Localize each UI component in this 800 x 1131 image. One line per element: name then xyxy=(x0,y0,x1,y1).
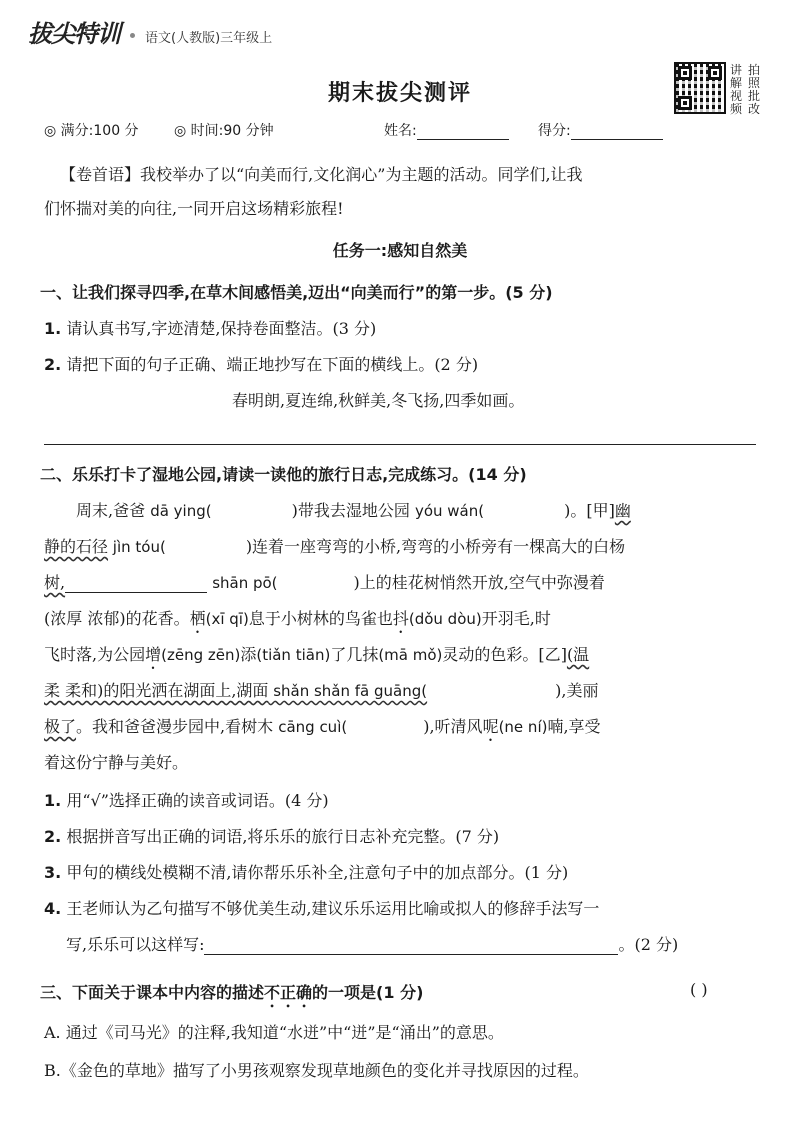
q2-item-3: 3. 甲句的横线处模糊不清,请你帮乐乐补全,注意句子中的加点部分。(1 分) xyxy=(44,863,569,882)
full-score: ◎ 满分:100 分 xyxy=(44,123,139,139)
q2-item-2: 2. 根据拼音写出正确的词语,将乐乐的旅行日志补充完整。(7 分) xyxy=(44,827,500,846)
brand-logo: 拔尖特训 xyxy=(28,20,120,48)
q2-passage-line-3: 树, shān pō( )上的桂花树悄然开放,空气中弥漫着 xyxy=(44,573,605,592)
task1-title: 任务一:感知自然美 xyxy=(332,241,468,260)
q3-heading: 三、下面关于课本中内容的描述不正确的一项是(1 分) xyxy=(40,983,424,1002)
q3-answer-paren[interactable]: ( ) xyxy=(690,980,708,999)
qr-labels: 讲 拍 解 照 视 批 频 改 xyxy=(730,63,761,116)
q1-item-1: 1. 请认真书写,字迹清楚,保持卷面整洁。(3 分) xyxy=(44,319,377,338)
q2-passage-line-2: 静的石径 jìn tóu( )连着一座弯弯的小桥,弯弯的小桥旁有一棵高大的白杨 xyxy=(44,537,626,556)
jia-blank[interactable] xyxy=(65,575,207,593)
q2-passage-line-1: 周末,爸爸 dā ying( )带我去湿地公园 yóu wán( )。[甲]幽 xyxy=(76,501,631,520)
book-subtitle: 语文(人教版)三年级上 xyxy=(145,31,273,46)
name-field[interactable]: 姓名: xyxy=(384,120,509,140)
q2-passage-line-5: 飞时落,为公园增(zēng zēn)添(tiǎn tiān)了几抹(mā mǒ)灵动的色彩。[乙](温 xyxy=(44,645,590,664)
q3-option-a: A. 通过《司马光》的注释,我知道“水迸”中“迸”是“涌出”的意思。 xyxy=(44,1023,504,1042)
q2-item-4: 4. 王老师认为乙句描写不够优美生动,建议乐乐运用比喻或拟人的修辞手法写一 xyxy=(44,899,600,918)
q2-passage-line-8: 着这份宁静与美好。 xyxy=(44,753,189,772)
q1-heading: 一、让我们探寻四季,在草木间感悟美,迈出“向美而行”的第一步。(5 分) xyxy=(40,283,553,302)
item4-answer-blank[interactable] xyxy=(204,937,618,955)
page-title: 期末拔尖测评 xyxy=(327,81,472,106)
qr-code-icon xyxy=(674,62,726,114)
q2-item-4-cont: 写,乐乐可以这样写: 。(2 分) xyxy=(66,935,679,954)
q3-option-b: B.《金色的草地》描写了小男孩观察发现草地颜色的变化并寻找原因的过程。 xyxy=(44,1061,589,1080)
intro-line-1: 【卷首语】我校举办了以“向美而行,文化润心”为主题的活动。同学们,让我 xyxy=(60,165,583,184)
q2-item-1: 1. 用“√”选择正确的读音或词语。(4 分) xyxy=(44,791,329,810)
q1-sentence: 春明朗,夏连绵,秋鲜美,冬飞扬,四季如画。 xyxy=(232,391,525,410)
bullet-dot-icon xyxy=(130,33,135,38)
intro-line-2: 们怀揣对美的向往,一同开启这场精彩旅程! xyxy=(44,199,344,218)
time-limit: ◎ 时间:90 分钟 xyxy=(174,123,274,139)
score-blank[interactable] xyxy=(571,126,663,140)
q2-passage-line-4: (浓厚 浓郁)的花香。栖(xī qī)息于小树林的鸟雀也抖(dǒu dòu)开羽毛,时 xyxy=(44,609,551,628)
q1-item-2: 2. 请把下面的句子正确、端正地抄写在下面的横线上。(2 分) xyxy=(44,355,479,374)
q2-passage-line-6: 柔 柔和)的阳光洒在湖面上,湖面 shǎn shǎn fā guāng( ),美丽 xyxy=(44,681,599,700)
q2-passage-line-7: 极了。我和爸爸漫步园中,看树木 cāng cuì( ),听清风呢(ne ní)喃,享受 xyxy=(44,717,601,736)
score-field[interactable]: 得分: xyxy=(538,120,663,140)
q2-heading: 二、乐乐打卡了湿地公园,请读一读他的旅行日志,完成练习。(14 分) xyxy=(40,465,527,484)
name-blank[interactable] xyxy=(417,126,509,140)
q1-answer-line[interactable] xyxy=(44,444,756,445)
header-brand xyxy=(28,14,272,49)
